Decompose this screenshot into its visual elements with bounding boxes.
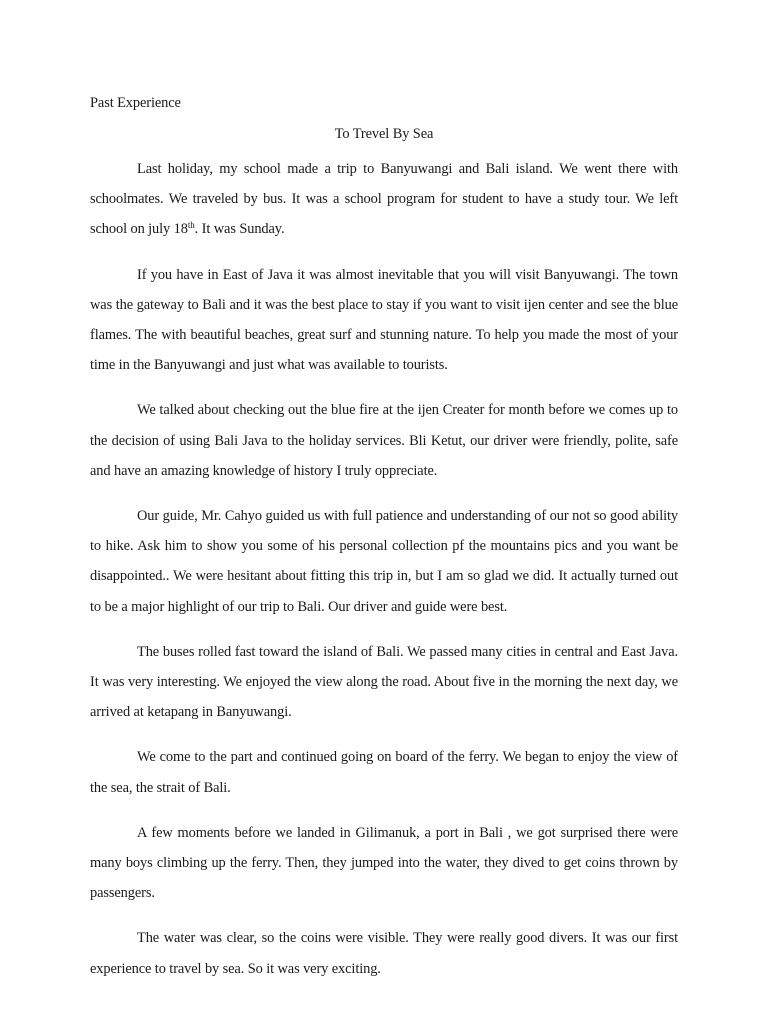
paragraph-6: We come to the part and continued going on board of the ferry. We began to enjoy the view of the sea, the strait of Bali. xyxy=(90,749,678,796)
paragraph-4: Our guide, Mr. Cahyo guided us with full patience and understanding of our not so good ability to hike. Ask him to show you some of his personal collection pf the mountains pics and you want be disappointed.. We were hesitant about fitting this trip in, but I am so glad we did. It actually turned out to be a major highlight of our trip to Bali. Our driver and guide were best. xyxy=(90,508,678,615)
document-kicker: Past Experience xyxy=(90,95,181,111)
paragraph-5: The buses rolled fast toward the island of Bali. We passed many cities in central and East Java. It was very interesting. We enjoyed the view along the road. About five in the morning the next day, we arrived at ketapang in Banyuwangi. xyxy=(90,643,678,721)
paragraph-1-text-end: . It was Sunday. xyxy=(194,221,285,238)
paragraph-3: We talked about checking out the blue fire at the ijen Creater for month before we comes up to the decision of using Bali Java to the holiday services. Bli Ketut, our driver were friendly, polite, safe and have an amazing knowledge of history I truly oppreciate. xyxy=(90,402,678,479)
paragraph-1 xyxy=(90,154,678,245)
ordinal-suffix: th xyxy=(187,220,195,231)
paragraph-8: The water was clear, so the coins were visible. They were really good divers. It was our first experience to travel by sea. So it was very exciting. xyxy=(90,930,678,977)
document-page xyxy=(90,94,678,999)
paragraph-1-text: Last holiday, my school made a trip to Banyuwangi and Bali island. We went there with schoolmates. We traveled by bus. It was a school program for student to have a study tour. We left school on july 18 xyxy=(90,161,678,238)
paragraph-2: If you have in East of Java it was almost inevitable that you will visit Banyuwangi. The town was the gateway to Bali and it was the best place to stay if you want to visit ijen center and see the blue flames. The with beautiful beaches, great surf and stunning nature. To help you made the most of your time in the Banyuwangi and just what was available to tourists. xyxy=(90,266,678,374)
paragraph-7: A few moments before we landed in Gilimanuk, a port in Bali , we got surprised there were many boys climbing up the ferry. Then, they jumped into the water, they dived to get coins thrown by passengers. xyxy=(90,824,678,902)
document-title: To Trevel By Sea xyxy=(334,126,434,142)
